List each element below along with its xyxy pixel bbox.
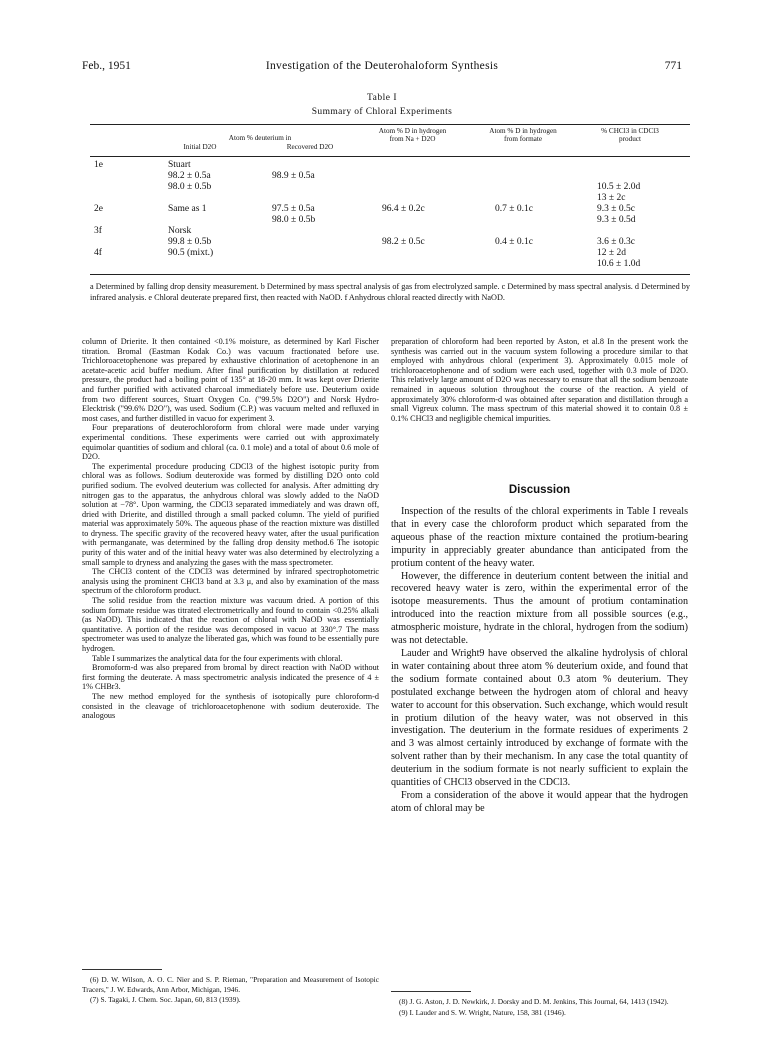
- chcl3-value: 3.6 ± 0.3c: [597, 237, 635, 247]
- chcl3-value: 10.5 ± 2.0d: [597, 182, 641, 192]
- header-na-d2o: Atom % D in hydrogen from Na + D2O: [378, 127, 447, 143]
- references-left: [82, 975, 379, 1006]
- running-head: [82, 60, 682, 78]
- body-paragraph: preparation of chloroform had been reported by Aston, et al.8 In the present work the synthesis was carried out in the vacuum system following a procedure similar to that employed with anhydrous chloral (experiment 3). Approximately 0.015 mole of trichloroacetophenone and of sodium were each used, together with 0.3 mole of D2O. This relatively large amount of D2O was necessary to ensure that all the sodium benzoate remained in aqueous solution throughout the course of the reaction. A yield of approximately 30% chloroform-d was obtained after separation and distillation through a small Vigreux column. The mass spectrum of this material showed it to contain 0.8 ± 0.1% CHCl3 and negligible chemical impurities.: [391, 337, 688, 423]
- discussion-paragraph: However, the difference in deuterium content between the initial and recovered heavy water is zero, within the experimental error of the isotope measurements. Thus the amount of protium contamination introduced into the reaction mixture from all possible sources (e.g., atmospheric moisture, hydrate in the chloral, hydrogen from the sodium) was not detectable.: [391, 570, 688, 647]
- initial-d2o-value: Norsk: [168, 226, 192, 236]
- initial-d2o-value: Stuart: [168, 160, 191, 170]
- header-deuterium-group: Atom % deuterium in: [228, 134, 292, 142]
- table-caption: Summary of Chloral Experiments: [311, 107, 453, 117]
- summary-table: [90, 122, 690, 282]
- right-column-top: [391, 337, 688, 423]
- body-paragraph: The experimental procedure producing CDCl3 of the highest isotopic purity from chloral was as follows. Sodium deuteroxide was formed by distilling D2O onto cold purified sodium. The evolved deuterium was collected for analysis. After admitting dry nitrogen gas to the apparatus, the anhydrous chloral was slowly added to the NaOD solution at −78°. Upon warming, the CDCl3 separated immediately and was drawn off, dried with Drierite, and distilled through a small packed column. The yield of purified material was approximately 50%. The aqueous phase of the reaction mixture was distilled to dryness. The specific gravity of the recovered heavy water, after the usual purification with permanganate, was determined by the falling drop density method.6 The isotopic purity of this water and of the initial heavy water was also determined by electrolyzing a small sample to dryness and analyzing the gases with the mass spectrometer.: [82, 461, 379, 567]
- body-paragraph: The solid residue from the reaction mixture was vacuum dried. A portion of this sodium formate residue was titrated electrometrically and found to contain <0.25% alkali (as NaOD). This indicated that the reaction of chloral with NaOD was essentially quantitative. A portion of the residue was decomposed in vacuo at 330°.7 The mass spectrometer was used to analyze the liberated gas, which was found to be essentially pure hydrogen.: [82, 596, 379, 653]
- initial-d2o-value: 98.2 ± 0.5a: [168, 171, 211, 181]
- table-bottom-rule: [90, 274, 690, 275]
- body-paragraph: Bromoform-d was also prepared from bromal by direct reaction with NaOD without first forming the deuterate. A mass spectrometric analysis indicated the presence of 4 ± 1% CHBr3.: [82, 663, 379, 692]
- na-d2o-value: 96.4 ± 0.2c: [382, 204, 425, 214]
- discussion-paragraph: Inspection of the results of the chloral experiments in Table I reveals that in every case the chloroform product which separated from the aqueous phase of the reaction mixture contained the protium-bearing impurity in appreciably greater abundance than anticipated from the protium content of the heavy water.: [391, 506, 688, 569]
- formate-value: 0.4 ± 0.1c: [495, 237, 533, 247]
- discussion-paragraph: From a consideration of the above it would appear that the hydrogen atom of chloral may be: [391, 789, 688, 814]
- references-right: [391, 997, 688, 1018]
- header-chcl3: % CHCl3 in CDCl3 product: [601, 127, 659, 143]
- body-paragraph: Table I summarizes the analytical data for the four experiments with chloral.: [92, 653, 343, 663]
- body-paragraph: column of Drierite. It then contained <0.1% moisture, as determined by Karl Fischer titration. Bromal (Eastman Kodak Co.) was vacuum fractionated before use. Trichloroacetophenone was prepared by exhaustive chlorination of acetophenone in an acetate-acetic acid buffer medium. After final purification by distillation at reduced pressure, the product had a boiling point of 135° at 18-20 mm. It was kept over Drierite and further purified with activated charcoal immediately before use. Deuterium oxide from two different sources, Stuart Oxygen Co. ("99.5% D2O") and Norsk Hydro-Elecktrisk ("99.6% D2O"), was used. Sodium (C.P.) was vacuum melted and refluxed in most cases, and further distilled in vacuo for experiment 3.: [82, 337, 379, 423]
- exp-number: 1e: [94, 160, 103, 170]
- recovered-d2o-value: 98.9 ± 0.5a: [272, 171, 315, 181]
- page-number: 771: [664, 60, 682, 72]
- chcl3-value: 12 ± 2d: [597, 248, 626, 258]
- reference-item: (8) J. G. Aston, J. D. Newkirk, J. Dorsky and D. M. Jenkins, This Journal, 64, 1413 (1942).: [399, 997, 669, 1006]
- discussion-section: [391, 506, 688, 816]
- references-divider-right: [391, 991, 471, 992]
- table-header-rule: [90, 156, 690, 157]
- article-running-title: Investigation of the Deuterohaloform Synthesis: [265, 60, 499, 72]
- recovered-d2o-value: 97.5 ± 0.5a: [272, 204, 315, 214]
- exp-number: 2e: [94, 204, 103, 214]
- chcl3-value: 9.3 ± 0.5d: [597, 215, 636, 225]
- header-formate: Atom % D in hydrogen from formate: [489, 127, 557, 143]
- table-footnotes: a Determined by falling drop density measurement. b Determined by mass spectral analysis of gas from electrolyzed sample. c Determined by mass spectral analysis. d Determined by infrared analysis. e Chloral deuterate prepared first, then reacted with NaOD. f Anhydrous chloral reacted directly with NaOD.: [90, 282, 690, 302]
- initial-d2o-value: 99.8 ± 0.5b: [168, 237, 212, 247]
- discussion-heading: Discussion: [508, 484, 571, 496]
- na-d2o-value: 98.2 ± 0.5c: [382, 237, 425, 247]
- exp-number: 3f: [94, 226, 102, 236]
- body-paragraph: The new method employed for the synthesis of isotopically pure chloroform-d consisted in the cleavage of trichloroacetophenone with sodium deuteroxide. The analogous: [82, 691, 379, 721]
- reference-item: (7) S. Tagaki, J. Chem. Soc. Japan, 60, 813 (1939).: [90, 995, 241, 1004]
- body-paragraph: The CHCl3 content of the CDCl3 was determined by infrared spectrophotometric analysis using the prominent CHCl3 band at 3.3 μ, and also by examination of the mass spectrum of the chloroform product.: [82, 567, 379, 596]
- table-top-rule: [90, 124, 690, 125]
- chcl3-value: 10.6 ± 1.0d: [597, 259, 641, 269]
- left-column: [82, 337, 379, 721]
- chcl3-value: 13 ± 2c: [597, 193, 626, 203]
- initial-d2o-value: 90.5 (mixt.): [168, 248, 214, 258]
- table-label: Table I: [366, 93, 397, 103]
- initial-d2o-value: Same as 1: [168, 204, 207, 214]
- body-paragraph: Four preparations of deuterochloroform from chloral were made under varying experimental conditions. These experiments were carried out with approximately equimolar quantities of sodium and chloral (ca. 0.1 mole) and a total of about 0.6 mole of D2O.: [82, 423, 379, 462]
- recovered-d2o-value: 98.0 ± 0.5b: [272, 215, 316, 225]
- issue-date: Feb., 1951: [82, 60, 131, 72]
- initial-d2o-value: 98.0 ± 0.5b: [168, 182, 212, 192]
- formate-value: 0.7 ± 0.1c: [495, 204, 533, 214]
- references-divider: [82, 969, 162, 970]
- header-recovered-d2o: Recovered D2O: [286, 143, 334, 151]
- reference-item: (6) D. W. Wilson, A. O. C. Nier and S. P. Rieman, "Preparation and Measurement of Isotopic Tracers," J. W. Edwards, Ann Arbor, Michigan, 1946.: [82, 975, 379, 994]
- reference-item: (9) I. Lauder and S. W. Wright, Nature, 158, 381 (1946).: [399, 1007, 566, 1017]
- chcl3-value: 9.3 ± 0.5c: [597, 204, 635, 214]
- exp-number: 4f: [94, 248, 102, 258]
- header-initial-d2o: Initial D2O: [183, 143, 217, 151]
- discussion-paragraph: Lauder and Wright9 have observed the alkaline hydrolysis of chloral in water containing about three atom % deuterium oxide, and found that the sodium formate contained about 0.3 atom % deuterium. They postulated exchange between the hydrogen atom of chloral and heavy water to account for this observation. Such exchange, which would result in protium dilution of the heavy water, was not observed in this investigation. The deuterium in the formate residues of experiments 2 and 3 was almost certainly introduced by exchange of formate with the solvent rather than by their mechanism. In any case the total quantity of deuterium in the sodium formate is not nearly sufficient to explain the quantities of CHCl3 observed in the CDCl3.: [391, 647, 688, 789]
